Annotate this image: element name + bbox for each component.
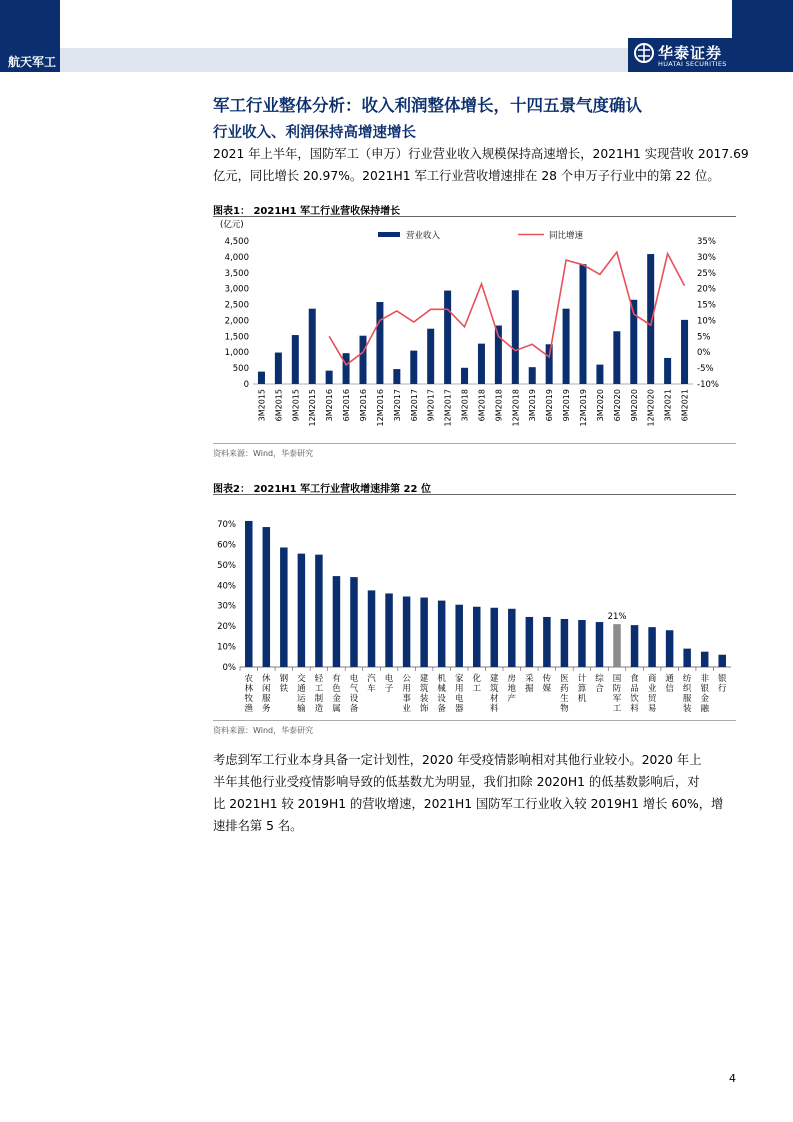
industry-bar <box>473 607 481 667</box>
revenue-bar <box>410 351 417 384</box>
header-banner <box>0 0 793 72</box>
figure1-top-rule <box>213 216 736 217</box>
x-tick-label: 6M2018 <box>477 389 487 422</box>
industry-bar <box>403 597 411 667</box>
revenue-bar <box>647 254 654 384</box>
y2-tick-label: 30% <box>697 252 716 263</box>
x-tick-label: 钢铁 <box>279 674 289 694</box>
y-tick-label: 0 <box>243 380 249 390</box>
x-tick-label: 3M2019 <box>528 389 538 422</box>
legend-revenue-swatch <box>378 232 400 237</box>
x-tick-label: 9M2020 <box>629 389 639 422</box>
revenue-bar <box>461 368 468 384</box>
y-tick-label: 4,500 <box>224 237 249 247</box>
x-tick-label: 农林牧渔 <box>244 674 254 714</box>
revenue-bar <box>681 320 688 384</box>
x-tick-label: 9M2015 <box>291 389 301 422</box>
x-tick-label: 6M2016 <box>342 389 352 422</box>
x-tick-label: 公用事业 <box>402 674 411 714</box>
y-tick-label: 60% <box>217 540 236 551</box>
industry-bar <box>368 590 376 667</box>
x-tick-label: 9M2018 <box>494 389 504 422</box>
figure2-bottom-rule <box>213 720 736 721</box>
y2-tick-label: 0% <box>697 348 711 359</box>
x-tick-label: 综合 <box>595 674 604 694</box>
x-tick-label: 12M2018 <box>511 389 521 427</box>
y2-tick-label: 10% <box>697 316 716 327</box>
revenue-bar <box>596 365 603 384</box>
x-tick-label: 电气设备 <box>349 674 359 714</box>
x-tick-label: 通信 <box>665 674 674 694</box>
y-tick-label: 4,000 <box>224 252 249 263</box>
industry-bar <box>280 547 288 667</box>
paragraph-line: 2021 年上半年，国防军工（申万）行业营业收入规模保持高速增长，2021H1 实现营收 2017.69 <box>213 147 749 161</box>
industry-bar <box>298 554 306 667</box>
x-tick-label: 3M2018 <box>460 389 470 422</box>
revenue-bar <box>326 371 333 384</box>
x-tick-label: 3M2016 <box>325 389 335 422</box>
industry-bar <box>543 617 551 667</box>
x-tick-label: 房地产 <box>507 674 517 704</box>
y-tick-label: 500 <box>232 364 249 375</box>
industry-bar <box>648 627 656 667</box>
intro-paragraph <box>213 143 749 187</box>
brand-name: 华泰证券 <box>658 44 723 62</box>
x-tick-label: 3M2015 <box>257 389 267 422</box>
figure2-source: 资料来源：Wind，华泰研究 <box>213 726 314 735</box>
x-tick-label: 3M2017 <box>392 389 402 422</box>
y-tick-label: 40% <box>217 581 236 592</box>
industry-bar <box>596 622 604 667</box>
x-tick-label: 计算机 <box>577 674 587 704</box>
y-tick-label: 3,500 <box>224 268 249 279</box>
industry-bar <box>508 609 516 667</box>
industry-bar <box>491 608 499 667</box>
figure1-source: 资料来源：Wind，华泰研究 <box>213 449 314 458</box>
industry-bar <box>455 605 463 667</box>
x-tick-label: 纺织服装 <box>682 674 692 714</box>
y2-tick-label: -10% <box>697 380 719 390</box>
header-right-block <box>732 0 793 72</box>
x-tick-label: 9M2019 <box>562 389 572 422</box>
x-tick-label: 12M2019 <box>579 389 588 427</box>
industry-bar <box>701 652 709 667</box>
y-tick-label: 30% <box>217 601 236 612</box>
legend-growth-label: 同比增速 <box>549 231 584 241</box>
x-tick-label: 12M2017 <box>443 389 453 427</box>
x-tick-label: 采掘 <box>525 674 534 694</box>
growth-ranking-chart <box>213 496 736 718</box>
revenue-bar <box>613 331 620 384</box>
x-tick-label: 3M2020 <box>595 389 605 422</box>
x-tick-label: 化工 <box>472 674 481 694</box>
revenue-bar <box>393 369 400 384</box>
revenue-bar <box>444 291 451 384</box>
revenue-bar <box>664 358 671 384</box>
revenue-bar <box>478 344 485 384</box>
figure2-title: 图表2： 2021H1 军工行业营收增速排第 22 位 <box>213 484 431 495</box>
industry-bar <box>438 601 446 667</box>
section-label: 航天军工 <box>8 55 57 69</box>
x-tick-label: 建筑材料 <box>490 674 499 714</box>
industry-bar <box>578 620 586 667</box>
revenue-bar <box>546 344 553 384</box>
x-tick-label: 轻工制造 <box>314 674 324 714</box>
revenue-bar <box>309 309 316 384</box>
y-tick-label: 10% <box>217 642 236 653</box>
revenue-bar <box>258 372 265 384</box>
industry-bar <box>631 625 639 667</box>
x-tick-label: 6M2017 <box>409 389 419 422</box>
y2-tick-label: 25% <box>697 268 716 279</box>
y-axis-unit: (亿元) <box>220 220 244 230</box>
revenue-chart <box>213 218 736 440</box>
section-subtitle: 行业收入、利润保持高增速增长 <box>213 125 416 141</box>
revenue-bar <box>275 353 282 384</box>
y-tick-label: 2,500 <box>224 300 249 311</box>
y2-tick-label: 15% <box>697 300 716 311</box>
highlight-bar <box>613 624 621 667</box>
y-tick-label: 20% <box>217 622 236 633</box>
industry-bar <box>385 593 393 667</box>
revenue-bar <box>376 302 383 384</box>
x-tick-label: 6M2019 <box>545 389 555 422</box>
industry-bar <box>263 527 271 667</box>
x-tick-label: 商业贸易 <box>647 674 657 714</box>
page-title: 军工行业整体分析：收入利润整体增长，十四五景气度确认 <box>213 96 642 115</box>
industry-bar <box>718 655 726 667</box>
paragraph-line: 半年其他行业受疫情影响导致的低基数尤为明显，我们扣除 2020H1 的低基数影响后，对 <box>213 775 700 789</box>
x-tick-label: 交通运输 <box>297 674 306 714</box>
revenue-bar <box>360 336 367 384</box>
y2-tick-label: 5% <box>697 332 711 343</box>
paragraph-line: 亿元，同比增长 20.97%。2021H1 军工行业营收增速排在 28 个申万子行业中的第 22 位。 <box>213 169 720 183</box>
x-tick-label: 家用电器 <box>454 674 464 714</box>
x-tick-label: 食品饮料 <box>630 674 639 714</box>
x-tick-label: 12M2020 <box>646 389 656 427</box>
industry-bar <box>683 649 691 667</box>
x-tick-label: 12M2015 <box>308 389 318 427</box>
x-tick-label: 机械设备 <box>437 674 446 714</box>
industry-bar <box>333 576 341 667</box>
legend-revenue-label: 营业收入 <box>406 231 441 241</box>
industry-bar <box>315 555 323 667</box>
x-tick-label: 国防军工 <box>612 674 622 714</box>
x-tick-label: 电子 <box>384 674 394 694</box>
x-tick-label: 非银金融 <box>700 674 709 714</box>
x-tick-label: 建筑装饰 <box>419 674 429 714</box>
y-tick-label: 3,000 <box>224 284 249 295</box>
revenue-bar <box>343 353 350 384</box>
y2-tick-label: -5% <box>697 364 714 375</box>
x-tick-label: 有色金属 <box>332 674 341 714</box>
revenue-bar <box>427 329 434 384</box>
paragraph-line: 考虑到军工行业本身具备一定计划性，2020 年受疫情影响相对其他行业较小。2020 年上 <box>213 753 702 767</box>
huatai-logo-icon <box>634 42 654 64</box>
revenue-bar <box>563 309 570 384</box>
page-number: 4 <box>729 1072 736 1085</box>
brand-name-en: HUATAI SECURITIES <box>658 60 727 68</box>
industry-bar <box>420 598 428 667</box>
revenue-bar <box>292 335 299 384</box>
paragraph-line: 比 2021H1 较 2019H1 的营收增速，2021H1 国防军工行业收入较 2019H1 增长 60%，增 <box>213 797 724 811</box>
figure1-bottom-rule <box>213 443 736 444</box>
industry-bar <box>561 619 569 667</box>
x-tick-label: 银行 <box>717 674 727 694</box>
y2-tick-label: 35% <box>697 237 716 247</box>
data-label: 21% <box>607 612 627 623</box>
x-tick-label: 汽车 <box>367 674 376 694</box>
figure2-top-rule <box>213 494 736 495</box>
industry-bar <box>666 630 674 667</box>
x-tick-label: 9M2017 <box>426 389 436 422</box>
revenue-bar <box>512 290 519 384</box>
industry-bar <box>245 521 253 667</box>
y-tick-label: 70% <box>217 520 236 530</box>
x-tick-label: 6M2020 <box>612 389 622 422</box>
y-tick-label: 1,500 <box>224 332 249 343</box>
y-tick-label: 50% <box>217 560 236 571</box>
x-tick-label: 9M2016 <box>359 389 368 422</box>
y-tick-label: 1,000 <box>224 348 249 359</box>
y-tick-label: 2,000 <box>224 316 249 327</box>
x-tick-label: 12M2016 <box>375 389 385 427</box>
x-tick-label: 休闲服务 <box>262 674 271 714</box>
x-tick-label: 传媒 <box>542 674 552 694</box>
y-tick-label: 0% <box>222 663 236 673</box>
revenue-bar <box>580 264 587 384</box>
industry-bar <box>526 617 534 667</box>
analysis-paragraph <box>213 749 736 837</box>
x-tick-label: 医药生物 <box>560 674 569 714</box>
figure1-title: 图表1： 2021H1 军工行业营收保持增长 <box>213 206 401 217</box>
revenue-bar <box>529 367 536 384</box>
x-tick-label: 6M2015 <box>274 389 284 422</box>
y2-tick-label: 20% <box>697 284 716 295</box>
x-tick-label: 6M2021 <box>680 389 690 422</box>
x-tick-label: 3M2021 <box>663 389 673 422</box>
industry-bar <box>350 577 358 667</box>
paragraph-line: 速排名第 5 名。 <box>213 819 303 833</box>
